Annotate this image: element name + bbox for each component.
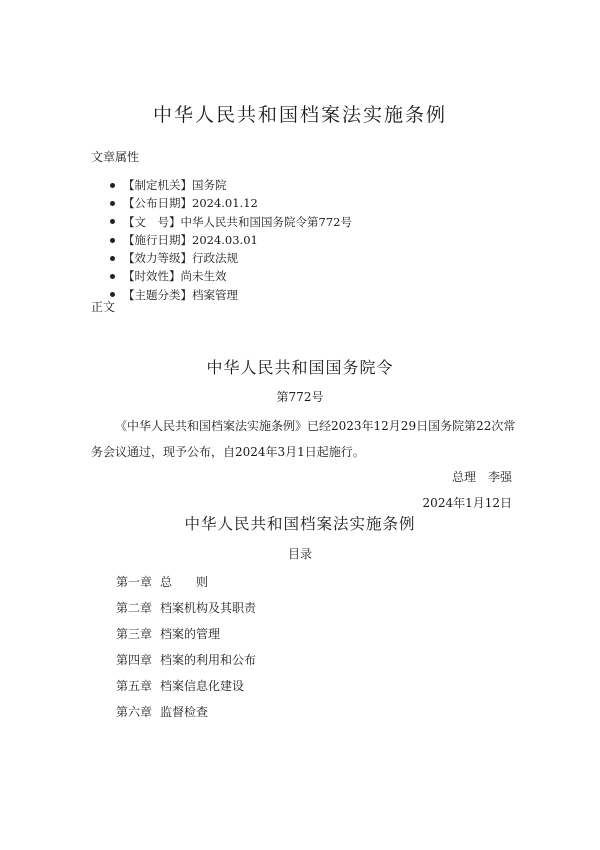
attribute-item: 【制定机关】国务院 <box>110 176 352 194</box>
toc-item: 第一章 总 则 <box>116 575 209 589</box>
attribute-item: 【文 号】中华人民共和国国务院令第772号 <box>110 213 352 231</box>
attribute-item: 【效力等级】行政法规 <box>110 249 352 267</box>
attribute-item: 【时效性】尚未生效 <box>110 267 352 285</box>
order-title: 中华人民共和国国务院令 <box>206 358 394 377</box>
bullet-icon <box>110 256 115 261</box>
body-heading: 正文 <box>91 300 116 314</box>
bullet-icon <box>110 201 115 206</box>
bullet-icon <box>110 183 115 188</box>
attribute-item: 【施行日期】2024.03.01 <box>110 231 352 249</box>
toc-item: 第六章 监督检查 <box>116 705 209 719</box>
toc-item: 第四章 档案的利用和公布 <box>116 653 257 667</box>
toc-item: 第三章 档案的管理 <box>116 627 221 641</box>
signature: 总理 李强 <box>451 470 512 484</box>
toc-item: 第二章 档案机构及其职责 <box>116 601 257 615</box>
bullet-icon <box>110 219 115 224</box>
attributes-heading: 文章属性 <box>91 150 140 164</box>
order-date: 2024年1月12日 <box>422 496 512 510</box>
toc-item: 第五章 档案信息化建设 <box>116 679 245 693</box>
toc-heading: 目录 <box>287 547 312 561</box>
order-number: 第772号 <box>276 390 324 404</box>
bullet-icon <box>110 292 115 297</box>
bullet-icon <box>110 238 115 243</box>
order-text-line1: 《中华人民共和国档案法实施条例》已经2023年12月29日国务院第22次常 <box>115 419 516 433</box>
attribute-item: 【主题分类】档案管理 <box>110 286 352 304</box>
attribute-item: 【公布日期】2024.01.12 <box>110 194 352 212</box>
bullet-icon <box>110 274 115 279</box>
regulation-title: 中华人民共和国档案法实施条例 <box>184 515 416 533</box>
order-text-line2: 务会议通过，现予公布，自2024年3月1日起施行。 <box>91 445 365 459</box>
attributes-list <box>110 176 352 304</box>
document-title: 中华人民共和国档案法实施条例 <box>152 104 447 126</box>
